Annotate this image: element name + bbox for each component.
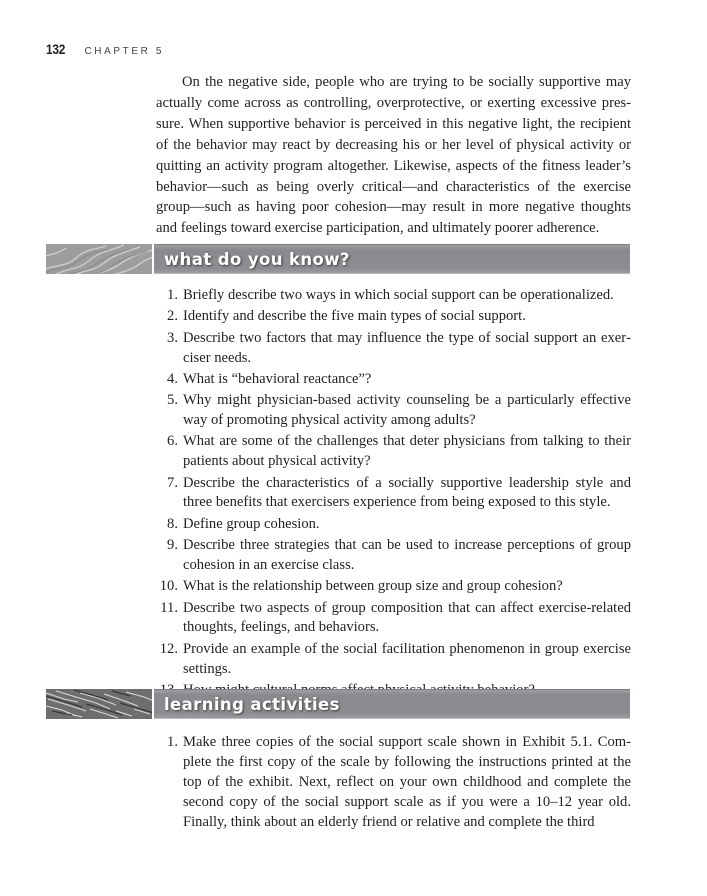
item-text: Provide an example of the social facilitation phenomenon in group exercise settings. bbox=[183, 640, 631, 677]
item-number: 2. bbox=[167, 308, 178, 325]
item-text: Describe two factors that may influence the type of social support an exerciser needs. bbox=[183, 329, 631, 366]
item-text: Define group cohesion. bbox=[183, 515, 320, 532]
item-text: Briefly describe two ways in which social support can be operationalized. bbox=[183, 287, 614, 303]
item-text: Identify and describe the five main types of social support. bbox=[183, 308, 526, 325]
item-number: 1. bbox=[167, 734, 178, 750]
item-text: What are some of the challenges that deter physicians from talking to their patients about physical activity? bbox=[183, 433, 631, 470]
section-title-bar bbox=[154, 689, 630, 719]
list-item bbox=[156, 474, 631, 514]
section-title: what do you know? bbox=[164, 249, 350, 269]
section-header-learning-activities bbox=[46, 689, 630, 719]
item-text: What is “behavioral reactance”? bbox=[183, 370, 372, 387]
list-item bbox=[156, 307, 631, 327]
list-item bbox=[156, 536, 631, 576]
list-item bbox=[156, 329, 631, 369]
item-text: Describe two aspects of group composition that can affect exercise-related thoughts, feelings, and behaviors. bbox=[183, 599, 631, 636]
list-item bbox=[156, 432, 631, 472]
item-number: 1. bbox=[167, 287, 178, 303]
section-header-what-do-you-know bbox=[46, 244, 630, 274]
section-title-bar bbox=[154, 244, 630, 274]
section-title: learning activities bbox=[164, 694, 340, 714]
list-item bbox=[156, 640, 631, 680]
list-item bbox=[156, 733, 631, 833]
item-text: Describe three strategies that can be used to increase perceptions of group cohesion in an exercise class. bbox=[183, 537, 631, 573]
item-number: 10. bbox=[159, 578, 178, 595]
item-number: 11. bbox=[160, 599, 178, 616]
list-item bbox=[156, 286, 631, 306]
item-text: What is the relationship between group size and group cohesion? bbox=[183, 578, 563, 595]
item-text: Describe the characteristics of a socially supportive leadership style and three benefits that exercisers experience from being exposed to this style. bbox=[183, 474, 631, 511]
learning-activities-list bbox=[156, 733, 631, 833]
item-number: 9. bbox=[167, 537, 178, 553]
intro-paragraph: On the negative side, people who are trying to be socially supportive may actually come across as controlling, overprotective, or exerting excessive pressure. When supportive behavior is perceived in this negative light, the recipient of the behavior may react by decreasing his or her level of physical activity or quitting an activity program altogether. Likewise, aspects of the fitness leader’s behavior—such as being overly critical—and characteristics of the exercise group—such as having poor cohesion—may result in more negative thoughts and feelings toward exercise participation, and ultimately poorer adherence. bbox=[156, 74, 631, 237]
item-number: 6. bbox=[167, 433, 178, 450]
review-questions-list bbox=[156, 286, 631, 701]
list-item bbox=[156, 515, 631, 535]
item-number: 8. bbox=[167, 515, 178, 532]
item-number: 3. bbox=[167, 329, 178, 346]
list-item bbox=[156, 599, 631, 639]
list-item bbox=[156, 577, 631, 597]
running-head bbox=[46, 41, 164, 57]
page-number: 132 bbox=[46, 41, 66, 57]
item-number: 7. bbox=[167, 474, 178, 491]
item-number: 12. bbox=[159, 640, 178, 657]
list-item bbox=[156, 391, 631, 431]
sand-ripple-texture-icon bbox=[46, 244, 152, 274]
item-number: 4. bbox=[167, 370, 178, 387]
item-number: 5. bbox=[167, 392, 178, 409]
item-text: Why might physician-based activity counseling be a particularly effective way of promoting physical activity among adults? bbox=[183, 392, 631, 428]
list-item bbox=[156, 370, 631, 390]
bark-texture-icon bbox=[46, 689, 152, 719]
item-text: Make three copies of the social support scale shown in Exhibit 5.1. Complete the first copy of the scale by following the instructions printed at the top of the exhibit. Next, reflect on your own childhood and complete the second copy of the social support scale as if you were a 10–12 year old. Finally, think about an elderly friend or relative and complete the third bbox=[183, 734, 631, 830]
chapter-label: CHAPTER 5 bbox=[84, 46, 164, 57]
